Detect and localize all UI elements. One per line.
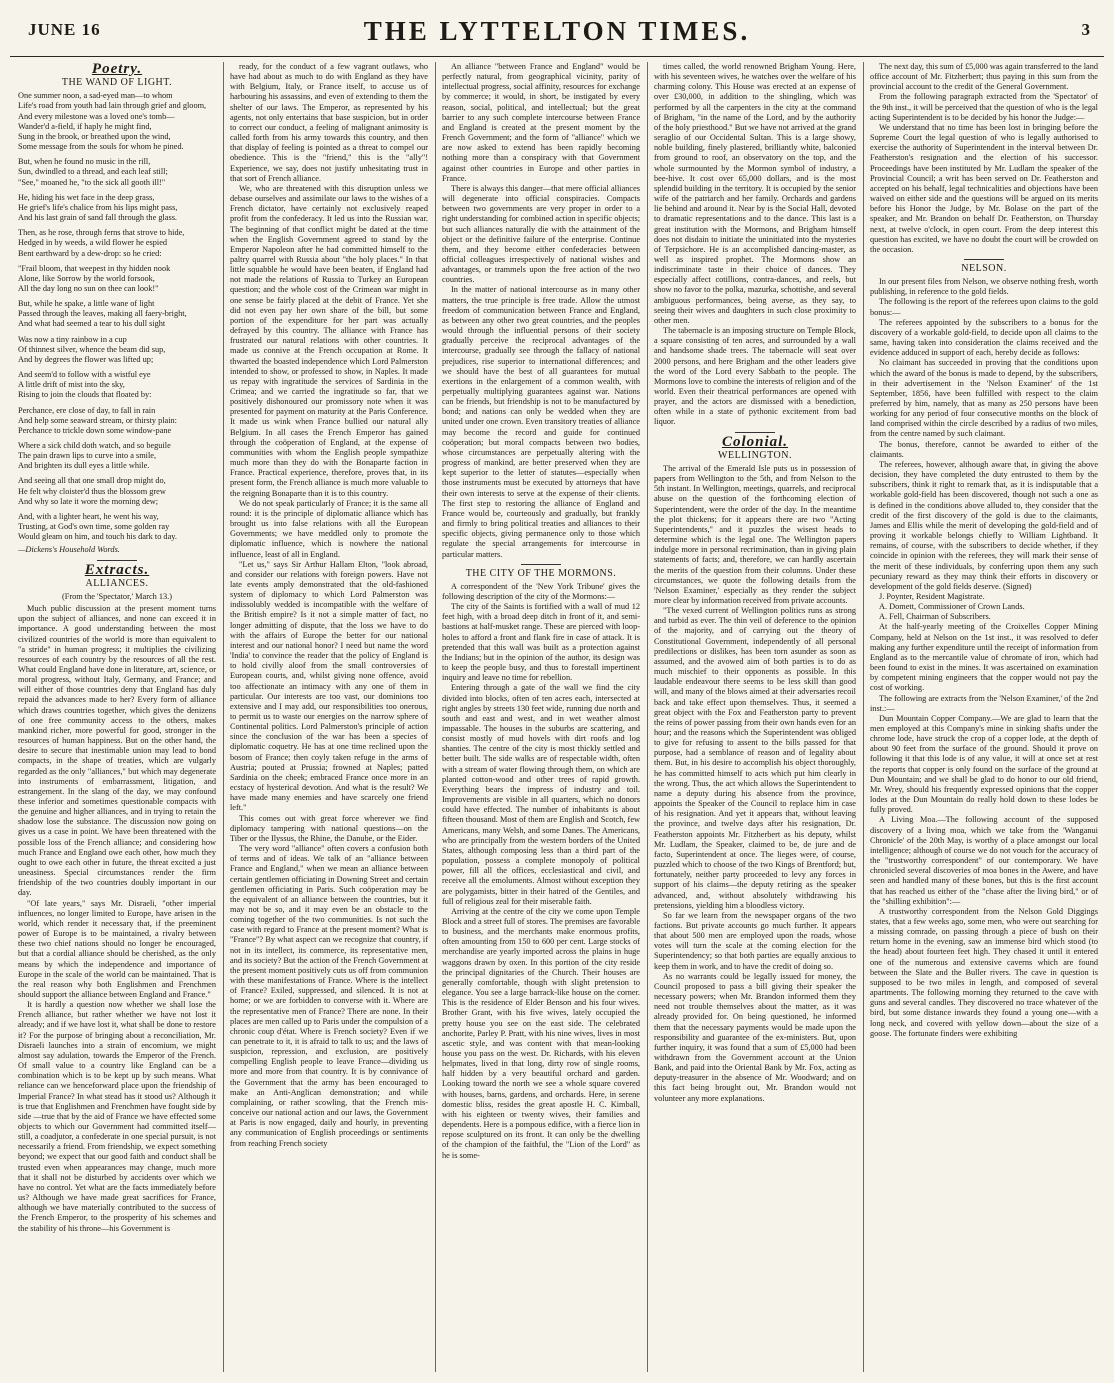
poem-line: Sung in the brook, or breathed upon the wind, bbox=[18, 131, 171, 141]
article-paragraph: No claimant has succeeded in proving that the conditions upon which the award of the bonus is made to depend, by the subscribers, in their advertisement in the 'Nelson Examiner' of the 1st September, 1856, have been fulfilled with respect to the claim preferred by him, namely, that as many as 250 persons have been working for any period of four consecutive months on the block of land comprised within the circle described by a radius of two miles, from the centre named by such claimant. bbox=[870, 358, 1098, 439]
column-rule bbox=[647, 62, 648, 1372]
article-paragraph: The city of the Saints is fortified with a wall of mud 12 feet high, with a broad deep ditch in front of it, and semi-bastions at half-musket range. These are pierced with loop-holes to afford a front and flank fire in case of attack. It is pretended that this wall was built as a protection against the Indians; but in the opinion of the author, its design was to keep the people busy, and thus to forestall impertinent inquiry and leave no time for rebellion. bbox=[442, 602, 640, 683]
section-divider bbox=[964, 259, 1004, 260]
article-paragraph: There is always this danger—that mere official alliances will degenerate into official conspiracies. Compacts between two governments are very proper in order to a right understanding for combined action in specific objects; but such alliances naturally die with the attainment of the object or the definitive failure of the enterprise. Continue them, and they become either confederacies between official colleagues irrespectively of national wishes and advantages, or trammels upon the free action of the two countries. bbox=[442, 183, 640, 285]
alliances-title: ALLIANCES. bbox=[85, 577, 149, 589]
mormons-continued bbox=[654, 62, 856, 428]
poem-line: "See," moaned he, "to the sick all gooth ill!" bbox=[18, 177, 166, 187]
article-paragraph: A trustworthy correspondent from the Nelson Gold Diggings states, that a few weeks ago, some men, who were out searching for a missing comrade, on passing through a piece of bush on their return home in the evening, saw an immense bird which stood (to the head) about fourteen feet high. They chased it until it entered one of the numerous and extensive caverns which are found between the Slate and the Buller rivers. The cave in question is supposed to be two miles in length, and composed of several apartments. The following morning they returned to the cave with guns and several candles. They discovered no trace whatever of the bird, but some distance inwards they found a young one—with a long neck, and covered with yellow down—about the size of a goose. The fortunate finders were exhibiting bbox=[870, 906, 1098, 1038]
masthead bbox=[10, 6, 1104, 57]
page-number: 3 bbox=[1081, 20, 1090, 39]
article-paragraph: The tabernacle is an imposing structure on Temple Block, a square consisting of ten acres, and surrounded by a wall and handsome shade trees. The tabernacle will seat over 2000 persons, and here Brigham and the other leaders give the word of the Lord every Sabbath to the people. The Mormons love to combine the interests of religion and of the world. Even their theatrical performances are opened with prayer, and the actors are dismissed with a benediction, often while in a state of pythonic excitement from bad liquor. bbox=[654, 326, 856, 427]
column-3 bbox=[442, 62, 640, 1370]
mormons-body bbox=[442, 582, 640, 1161]
poem-attribution: —Dickens's Household Words. bbox=[18, 545, 120, 555]
wellington-continued bbox=[870, 62, 1098, 255]
poem-line: Some message from the souls for whom he pined. bbox=[18, 142, 184, 152]
poem-body bbox=[18, 91, 216, 542]
article-paragraph: This comes out with great force wherever we find diplomacy tampering with national questions—on the Tiber or the Ilyssus, the Rhine, the Danube, or the Eider. bbox=[230, 813, 428, 843]
poem-line: Passed through the leaves, making all faery-bright, bbox=[18, 309, 187, 319]
poem-line: And seeing all that one small drop might do, bbox=[18, 476, 166, 486]
column-2 bbox=[230, 62, 428, 1370]
poem-line: Hedged in by weeds, a wild flower he espied bbox=[18, 238, 168, 248]
poem-line: Would gleam on him, and touch his dark to day. bbox=[18, 532, 177, 542]
article-paragraph: A correspondent of the 'New York Tribune' gives the following description of the city of the Mormons:— bbox=[442, 581, 640, 601]
article-paragraph: The arrival of the Emerald Isle puts us in possession of papers from Wellington to the 5th, and from Nelson to the 5th instant. In Wellington, meetings, quarrels, and reciprocal abuse on the question of the forthcoming election of Superintendent, were the order of the day. In the meantime the plot thickens; for it appears there are two "Acting Superintendents," and it puzzles the wisest heads to determine which is the legal one. The Wellington papers indulge more in personal recrimination, than in giving plain statements of facts; and, therefore, we can hardly ascertain the merits of the question from their columns. Under these circumstances, we quote the following details from the 'Nelson Examiner,' especially as they render the subject more clear by information received from private accounts. bbox=[654, 463, 856, 605]
poem-line: Where a sick child doth watch, and so beguile bbox=[18, 441, 171, 450]
poem-line: Of thinnest silver, whence the beam did sup, bbox=[18, 344, 166, 354]
nelson-title: NELSON. bbox=[961, 262, 1007, 274]
article-paragraph: The following are extracts from the 'Nelson Examiner,' of the 2nd inst.:— bbox=[870, 693, 1098, 713]
poem-line: Bent earthward by a dew-drop: so he cried: bbox=[18, 248, 162, 258]
article-paragraph: "Let us," says Sir Arthur Hallam Elton, "look abroad, and consider our relations with foreign powers. Have not late events amply demonstrated that the old-fashioned system of diplomacy to which Lord Palmerston was indissolubly wedded is incompatible with the welfare of the British empire? Is it not a simple matter of fact, no longer admitting of dispute, that the loss we have to do with the affairs of Europe the better for our national interest and our national honor? I need but name the word 'India' to convince the reader that the policy of England is to hold civilly aloof from the small controversies of European courts, and, whilst giving none offence, avoid too affectionate an intimacy with any one of them in particular. Our interests are too vast, our dominions too extensive and I may add, our responsibilities too onerous, to permit us to waste our energies on the narrow sphere of Continental politics. Lord Palmerston's principle of action since the conclusion of the war has been a species of diplomatic coquetry. He has at one time reclined upon the bosom of France; then coyly taken refuge in the arms of Austria; pouted at Prussia; frowned at Naples; patted Sardinia on the cheek; embraced France once more in an ecstacy of hysterical devotion. And what is the result? We have made many enemies and have scarcely one friend left." bbox=[230, 559, 428, 813]
article-paragraph: An alliance "between France and England" would be perfectly natural, from geographical vicinity, parity of intellectual progress, social affinity, resources for exchange by commerce; it would, in short, be instigated by every reason, social, political, and intellectual; but the great barrier to any such complete intercourse between France and England is created at the present moment by the French Government; and the form of "alliance" which we are now asked to extend has been rapidly becoming nothing more than a conspiracy with that Government against other countries in Europe and other parties in France. bbox=[442, 62, 640, 183]
newspaper-title: THE LYTTELTON TIMES. bbox=[363, 16, 751, 46]
article-paragraph: Dun Mountain Copper Company.—We are glad to learn that the men employed at this Company's mine in sinking shafts under the chrome lode, have struck the crop of a copper lode, at the depth of about 90 feet from the surface of the ground. Should it prove on following it that this lode is of any value, it will at once set at rest the reports that copper is only found on the surface of the ground at Dun Mountain; and we shall be glad to do honor to our old friend, Mr. Wrey, should his frequently expressed opinions that the copper lodes at the Dun Mountain do really hold down to these lodes be fully proved. bbox=[870, 713, 1098, 815]
article-paragraph: We understand that no time has been lost in bringing before the Supreme Court the legal question of who is legally authorised to exercise the authority of Superintendent in the interval between Dr. Featherston's resignation and the election of his successor. Proceedings have been instituted by Mr. Ludlam the speaker of the Provincial Council; a writ has been served on Dr. Featherston and accepted on his behalf, legal technicalities and objections have been waived on either side and the questions will be argued on its merits before his Honor the Judge, by Mr. Bolase on the part of the speaker, and Mr. Brandon on behalf Dr. Featherston, on Thursday next, at twelve o'clock, in open court. From the deep interest this question has excited, we have no doubt the court will be crowded on the occasion. bbox=[870, 122, 1098, 254]
poem-line: The pain drawn lips to curve into a smile, bbox=[18, 451, 157, 461]
article-paragraph: We do not speak particularly of France; it is the same all round: it is the principle of diplomatic alliance which has brought us into false relations with all the European Governments; we have meddled only to promote the diplomatic influence, which is nowhere the national influence, least of all in England. bbox=[230, 498, 428, 559]
article-paragraph: J. Poynter, Resident Magistrate. bbox=[879, 591, 985, 601]
article-paragraph: In the matter of national intercourse as in many other matters, the true principle is free trade. Allow the utmost freedom of communication between France and England, as between any other two great countries, and the peoples would through the influential persons of their society gradually perceive the reciprocal advantages of the intercourse, gradually see through the fallacy of national prejudices, rise superior to international differences; and we should have the best of all guarantees for mutual exertions in the enlargement of a common wealth, with perpetually multiplying guarantees against war. Nations can be friends, but friendship is not to be manufactured by bond; and nations can only be wedded when they are united under one crown. Even transitory treaties of alliance may become the record and guide for continued coöperation; but moral compacts between two bodies, whose circumstances are perpetually altering with the progress of mankind, are better preserved when they are kept superior to the letter of statutes—especially when those instruments must be executed by attorneys that have their own interests to serve at the expense of their clients. The first step to restoring the alliance of England and France would be, courteously and gradually, but frankly and firmly to bring political treaties and alliances to their specific objects, giving permanence only to those which regulate the special arrangements for intercourse in particular matters. bbox=[442, 285, 640, 559]
section-divider bbox=[97, 560, 137, 561]
poem-line: And what had seemed a tear to his dull sight bbox=[18, 319, 166, 329]
poem-line: Sun, dwindled to a thread, and each leaf still; bbox=[18, 167, 168, 177]
column-4 bbox=[654, 62, 856, 1370]
poem-line: And help some seaward stream, or thirsty plain: bbox=[18, 415, 177, 425]
article-paragraph: "Of late years," says Mr. Disraeli, "other imperial influences, no longer limited to Europe, have arisen in the world, which render it necessary that, if the preeminent power of Europe is to be maintained, a rivalry between these two chief nations should no longer be encouraged, but that a cordial alliance should be cherished, as the only means by which the independence and importance of Europe in the scale of the world can be maintained. That is the real reason why both Englishmen and Frenchmen should support the alliance between England and France." bbox=[18, 898, 216, 999]
poem-line: He grief's life's chalice from his lips might pass, bbox=[18, 202, 178, 212]
article-paragraph: As no warrants could be legally issued for money, the Council proposed to pass a bill giving their speaker the necessary powers; when Mr. Brandon informed them they need not trouble themselves about the matter, as it was already provided for. On being questioned, he informed them that the necessary payments would be made upon the responsibility and guarantee of the ex-ministers. But, upon further inquiry, it was found that a sum of £5,000 had been withdrawn from the Government account at the Union Bank, and paid into the Oriental Bank by Mr. Fox, acting as deputy-treasurer in the absence of Mr. Woodward; and on this fact being brought out, Mr. Brandon would not volunteer any more explanations. bbox=[654, 971, 856, 1103]
article-paragraph: The referees, however, although aware that, in giving the above decision, they have completed the duty entrusted to them by the subscribers, think it right to remark that, as it is indisputable that a workable gold-field has been discovered, though not such a one as is defined in the conditions above alluded to, they consider that the credit of the first discovery of the gold is due to the claimants, James and Ellis while the merit of developing the gold-field and of proving it workable belongs chiefly to William Lightband. It remains, of course, with the subscribers to decide whether, if they coincide in opinion with the referees, they will mark their sense of the merit of these individuals, by conferring upon them any such pecuniary reward as they may think their efforts in discovery or development of the gold fields deserve. (Signed) bbox=[870, 459, 1098, 591]
wellington-body bbox=[654, 464, 856, 1104]
mormons-title: THE CITY OF THE MORMONS. bbox=[465, 567, 617, 579]
poem-line: And why so late it wore the morning dew; bbox=[18, 496, 159, 506]
section-divider bbox=[521, 564, 561, 565]
poetry-section-heading: Poetry. bbox=[91, 62, 143, 77]
article-paragraph: The next day, this sum of £5,000 was again transferred to the land office account of Mr. Fitzherbert; thus paying in this sum from the provincial account to the credit of the General Government. bbox=[870, 62, 1098, 92]
poem-line: But, while he spake, a little wane of light bbox=[18, 299, 155, 309]
poem-line: He, hiding his wet face in the deep grass, bbox=[18, 192, 155, 202]
poem-line: A little drift of mist into the sky, bbox=[18, 380, 125, 390]
column-rule bbox=[863, 62, 864, 1372]
newspaper-page bbox=[10, 6, 1104, 1378]
article-paragraph: Arriving at the centre of the city we come upon Temple Block and a street full of stores. The premises are favorable to business, and the merchants make enormous profits, often amounting from 150 to 600 per cent. Large stocks of merchandise are yearly imported across the plains in huge waggons drawn by oxen. In this portion of the city reside the principal dignitaries of the Church. Their houses are generally comfortable, though with slight pretension to elegance. You see a large barrack-like house on the corner. This is the residence of Elder Benson and his four wives. Brother Grant, with his five wives, lately occupied the pretty house you see on the east side. The celebrated anchorite, Parley P. Pratt, with his nine wives, lives in most ascetic style, and was content with that mean-looking house you pass on the west. Dr. Richards, with his eleven helpmates, lived in that long, dirty row of single rooms, half hidden by a very beautiful orchard and garden. Looking toward the north we see a whole square covered with houses, barns, gardens, and orchards. Here, in serene domestic bliss, resides the great apostle H. C. Kimball, with his eighteen or twenty wives, their families and dependents. Here is a pompous edifice, with a fierce lion in repose sculptured on its front. It can only be the dwelling of the champion of the faithful, the "Lion of the Lord" as he is some- bbox=[442, 906, 640, 1160]
poem-line: Perchance to trickle down some window-pane bbox=[18, 425, 172, 435]
poem-line: And his last grain of sand fall through the glass. bbox=[18, 213, 177, 223]
poem-line: Trusting, at God's own time, some golden ray bbox=[18, 522, 170, 532]
alliances-body bbox=[18, 604, 216, 1234]
article-paragraph: The following is the report of the referees upon claims to the gold bonus:— bbox=[870, 297, 1098, 317]
poem-line: Was now a tiny rainbow in a cup bbox=[18, 334, 127, 344]
column-5 bbox=[870, 62, 1098, 1370]
poem-line: Then, as he rose, through ferns that strove to hide, bbox=[18, 228, 185, 238]
poem-line: Alone, like Sorrow by the world forsook, bbox=[18, 273, 155, 283]
article-paragraph: In our present files from Nelson, we observe nothing fresh, worth publishing, in reference to the gold fields. bbox=[870, 277, 1098, 297]
poem-line: Wander'd a-field, if haply he might find, bbox=[18, 121, 152, 131]
article-paragraph: So far we learn from the newspaper organs of the two factions. But private accounts go much further. It appears that about 500 men are employed upon the roads, whose votes will turn the scale at the coming election for the Superintendency; so that both parties are equally anxious to keep them in work, and to have the credit of doing so. bbox=[654, 910, 856, 971]
alliances-source: (From the 'Spectator,' March 13.) bbox=[61, 591, 173, 601]
section-divider bbox=[735, 432, 775, 433]
poem-line: But, when he found no music in the rill, bbox=[18, 157, 151, 167]
poem-line: All the day long no sun on thee can look!" bbox=[18, 283, 159, 293]
poem-line: Life's road from youth had lain through grief and gloom, bbox=[18, 101, 207, 111]
poem-line: And brighten its dull eyes a little while. bbox=[18, 461, 150, 471]
article-paragraph: Much public discussion at the present moment turns upon the subject of alliances, and none can exceed it in importance. A good understanding between the most civilized countries of the world is more than equivalent to "a stride" in human progress; it multiplies the civilizing resources of each country by the resources of all the rest. What could England have done in literature, art, science, or moral progress, without Italy, Germany, and France; and will either of those countries deny that England has duly repaid the advances made to her? Every form of alliance which draws countries together, which gives the denizens of one free community access to the others, makes mankind richer, more powerful for good, stronger in the resources of human happiness. But on the other hand, the desire to secure that inestimable union may lead to bond compacts, in the shape of treaties, which are vulgarly regarded as the only "alliances," but which may degenerate into instruments of embarrassment, litigation, and estrangement. In the slang of the day, we may confound these inferior and sometimes questionable compacts with the genuine and higher alliances, and in trying to retain the shadow lose the substance. The discussion now going on gives us a case in point. We have been threatened with the possible loss of the French alliance; and considering how much France and England owe each other, how much they ought to owe each other in future, the threat excited a just uneasiness. Special circumstances render the firm friendship of the two countries doubly important in our day. bbox=[18, 604, 216, 898]
article-paragraph: times called, the world renowned Brigham Young. Here, with his seventeen wives, he watches over the welfare of his charming colony. This House was erected at an expense of over £30,000, in addition to the shingling, which was performed by all the carpenters in the city at the command of Brigham, "in the name of the Lord, and by the authority of the holy priesthood." But we have not arrived at the grand seraglio of our Occidental Sultan. This is a large showy, noble building, finely plastered, brilliantly white, balconied from ground to roof, an observatory on the top, and the whole surmounted by the Mormon symbol of industry, a bee-hive. It cost over 65,000 dollars, and is the most splendid building in the territory. It is occupied by the senior wife of the patriarch and her family. Orchards and gardens lie behind and around it. Near by is the Social Hall, devoted to dramatic representations and to the dance. This last is a great institution with the Mormons, and Brigham himself does not disdain to initiate the uninitiated into the mysteries of Terpsichore. He is an accomplished dancing-master, as well as inspired prophet. The Mormons show an indiscriminate taste in their choice of dances. They especially affect cotillions, contra-dances, and reels, but show no favor to the polka, mazurka, schottishe, and several ambiguous performances, being averse, as they say, to seeing their wives and daughters in such close proximity to other men. bbox=[654, 62, 856, 325]
article-paragraph: "The vexed current of Wellington politics runs as strong and turbid as ever. The thin veil of deference to the opinion of the majority, and of carrying out the theory of Constitutional Government, independently of all personal predilections or dislikes, has been torn asunder as soon as assumed, and the avowed aim of both parties is to do as much mischief to their opponents as possible. In this laudable endeavour there seems to be less skill than good will, and many of the blows aimed at their adversaries recoil back and take effect upon themselves. Thus, it seemed a great object with the Fox and Featherston party to prevent the reins of power passing from their own hands even for an hour; and the reasons which the Superintendent was obliged to give for refusing to assent to the bills passed for that purpose, had a semblance of reason and of legality about them. But, in his desire to accomplish his object thoroughly, he has committed himself to acts which put him clearly in the wrong. Thus, the act which allows the Superintendent to name a deputy during his absence from the province, appoints the Speaker of the Council to replace him in case of his resignation. And yet it appears that, without leaving the province, and twelve days after his resignation, Dr. Featherston appoints Mr. Fitzherbert as his deputy, whilst Mr. Ludlam, the Speaker, claimed to be, de jure and de facto, Superintendent at once. The lieges were, of course, puzzled which to choose of the two Kings of Brentford; but, fortunately, neither party proceeded to levy any forces in support of his claims—the deputy retiring as the speaker advanced, and, without absolutely withdrawing his pretensions, yielding him a bloodless victory. bbox=[654, 606, 856, 910]
column-rule bbox=[435, 62, 436, 1372]
nelson-body bbox=[870, 277, 1098, 1039]
article-paragraph: A. Domett, Commissioner of Crown Lands. bbox=[879, 602, 1025, 612]
article-paragraph: ready, for the conduct of a few vagrant outlaws, who have had about as much to do with England as they have with Belgium, Italy, or France itself, to accuse us of harbouring his assassins, and even of extending to them the shelter of our laws. The Emperor, as represented by his agents, not only entertains that base suspicion, but in order to correct our conduct, a feeling of malignant animosity is called forth from his army towards this country, and then that display of feeling is pointed as a threat to compel our obedience. This is the "friend," this is the "ally"! Experience, we say, does not justify unhesitating trust in that sort of French alliance. bbox=[230, 62, 428, 183]
alliances-conclusion bbox=[442, 62, 640, 560]
poem-line: Perchance, ere close of day, to fall in rain bbox=[18, 405, 156, 415]
poem-line: And seem'd to follow with a wistful eye bbox=[18, 370, 151, 380]
extracts-section-heading: Extracts. bbox=[84, 561, 150, 578]
article-paragraph: A. Fell, Chairman of Subscribers. bbox=[879, 612, 991, 622]
issue-date: JUNE 16 bbox=[28, 20, 101, 39]
alliances-continued bbox=[230, 62, 428, 1149]
article-paragraph: The very word "alliance" often covers a confusion both of terms and of ideas. We talk of an "alliance between France and England," when we mean an alliance between certain gentlemen officiating in Downing Street and certain gentlemen officiating in Paris. Such coöperation may be the equivalent of an alliance between the countries, but it may not be so, and it may even be an obstacle to the coming together of the two communities. Is not such the case with regard to France at the present moment? What is "France"? By what aspect can we recognize that country, if not in its intellect, its commerce, its representative men, and its society? But the action of the French Government at the present moment positively cuts us off from communion with these manifestations of France. Where is the intellect of France? Exiled, suppressed, and silenced. It is not at home; or we are forbidden to converse with it. Where are the representative men of France? There are none. In their places are men called up to Paris under the compulsion of a chronic coup d'état. Where is French society? Even if we can penetrate to it, it is afraid to talk to us; and the laws of suspicion, repression, and exclusion, are positively compelling English people to leave France—dividing us more and more from that country. It is by connivance of the Government that the army has been encouraged to make an Anti-Anglican demonstration; and while complaining, or rather scowling, that the French mis-conceive our national action and our laws, the Government at Paris is now engaged, daily and hourly, in preventing any communication of English proceedings or sentiments from reaching French society bbox=[230, 844, 428, 1148]
poem-line: One summer noon, a sad-eyed man—to whom bbox=[18, 91, 173, 101]
article-paragraph: The bonus, therefore, cannot be awarded to either of the claimants. bbox=[870, 439, 1098, 459]
article-paragraph: It is hardly a question now whether we shall lose the French alliance, but rather whether we have not lost it already; and if we have lost it, what shall be done to restore it? For the purpose of bringing about a reconciliation, Mr. Disraeli launches into a strain of encomium, we might almost say adulation, towards the Emperor of the French. Of small value to a country like England can be a combination which is to be kept up by such means. What reliance can we henceforward place upon the friendship of Imperial France? In what stead has it stood us? Although it is true that Englishmen and Frenchmen have fought side by side —true that by the aid of France we have effected some objects to which our Government had committed itself—still, a coadjutor, a confederate in one special pursuit, is not necessarily a friend. From friendship, we expect something beyond; we expect that our good faith and conduct shall be trusted even when appearances may change, much more that it shall not be disturbed by accidents over which we have no control. Yet what are the facts immediately before us? Although we have made great sacrifices for France, although we have materially contributed to the success of the French Emperor, to the prosperity of his schemes and the stability of his throne—his Government is bbox=[18, 1000, 216, 1233]
wellington-title: WELLINGTON. bbox=[718, 449, 792, 461]
colonial-section-heading: Colonial. bbox=[721, 433, 789, 450]
poem-title: THE WAND OF LIGHT. bbox=[61, 77, 173, 89]
column-rule bbox=[223, 62, 224, 1372]
article-paragraph: A Living Moa.—The following account of the supposed discovery of a living moa, which we take from the 'Wanganui Chronicle' of the 20th May, is worthy of a place amongst our local intelligence; although of course we do not vouch for the accuracy of the "trustworthy correspondent" of our contemporary. We have chronicled several discoveries of moa bones in the Awere, and have seen and handled many of these bones, but this is the first account that has reached us either of the "chase after the living bird," or of the "shilling exhibition":— bbox=[870, 815, 1098, 906]
article-paragraph: At the half-yearly meeting of the Croixelles Copper Mining Company, held at Nelson on the 1st inst., it was resolved to defer making any further expenditure until the receipt of information from England as to the mercantile value of chromate of iron, which had been found to exist in the mines. It was ascertained on examination by competent mining engineers that the copper would not pay the cost of working. bbox=[870, 622, 1098, 693]
poem-line: And, with a lighter heart, he went his way, bbox=[18, 511, 159, 521]
poem-line: And every milestone was a loved one's tomb— bbox=[18, 111, 175, 121]
article-paragraph: The referees appointed by the subscribers to a bonus for the discovery of a workable gold-field, to decide upon all claims to the same, having taken into consideration the claims received and the evidence adduced in support of each, hereby decide as follows: bbox=[870, 317, 1098, 358]
poem-line: Rising to join the clouds that floated by: bbox=[18, 390, 152, 400]
poem-line: And by degrees the flower was lifted up; bbox=[18, 354, 154, 364]
column-1 bbox=[18, 62, 216, 1370]
article-paragraph: Entering through a gate of the wall we find the city divided into blocks, often of ten acres each, intersected at right angles by streets 130 feet wide, running due north and south and east and west, and in wet weather almost impassable. The houses in the suburbs are scattering, and consist mostly of mud hovels with dirt roofs and log shanties. The centre of the city is most thickly settled and better built. The side walks are of respectable width, often with a stream of water flowing through them, on which are planted cotton-wood and other trees of rapid growth. Everything bears the impress of industry and toil. Improvements are visible in all quarters, which no donors could have effected. The number of inhabitants is about fifteen thousand. Most of them are English and Scotch, few Americans, many Welsh, and some Danes. The Americans, who are principally from the western borders of the United States, although composing less than a third part of the population, possess a complete monopoly of political power, fill all the offices, ecclesiastical and civil, and receive all the emoluments. Almost without exception they are polygamists, bitter in their hatred of the Gentiles, and full of religious zeal for their miserable faith. bbox=[442, 683, 640, 906]
article-paragraph: From the following paragraph extracted from the 'Spectator' of the 9th inst., it will be perceived that the question of who is the legal acting Superintendent is to be decided by his honor the Judge:— bbox=[870, 92, 1098, 122]
poem-line: "Frail bloom, that weepest in thy hidden nook bbox=[18, 263, 171, 273]
poem-line: He felt why cloister'd thus the blossom grew bbox=[18, 486, 166, 496]
article-paragraph: We, who are threatened with this disruption unless we debase ourselves and assimilate our laws to the wishes of a French dictator, have certainly not exclusively reaped profit from the confederacy. It led us into the Russian war. The beginning of that conflict might be dated at the time when the English Government agreed to stand by the Emperor Napoleon after he had committed himself to the paltry quarrel with Russia about "the holy places." In that little squabble he would have been beaten, if England had not made the relations of Russia to Turkey an European question; and the whole cost of the Crimean war might in one sense be fairly placed at the debit of France. Yet she did not even pay her own share of the bill, but some portion of the expenditure for her part was actually defrayed by this country. The alliance with France has frustrated our natural relations with other countries. It made us connive at the French occupation at Rome. It thwarted the boasted independence which Lord Palmerston intended to show, or professed to show, in Naples. It made us repay with ingratitude the services of Sardinia in the Crimea; and we carried the ingratitude so far, that we positively dishonoured our promissory note when it was presented for payment on maturity at the Paris Conference. It made us wink when France bullied our natural ally Belgium. In all cases the French Emperor has gained through the coöperation of England, at the expense of communities with whom the English people sympathize much more than they do with the Bonaparte faction in France. Practical experience, therefore, proves that, in its present form, the French alliance is much more valuable to the reigning Bonaparte than it is to this country. bbox=[230, 183, 428, 498]
